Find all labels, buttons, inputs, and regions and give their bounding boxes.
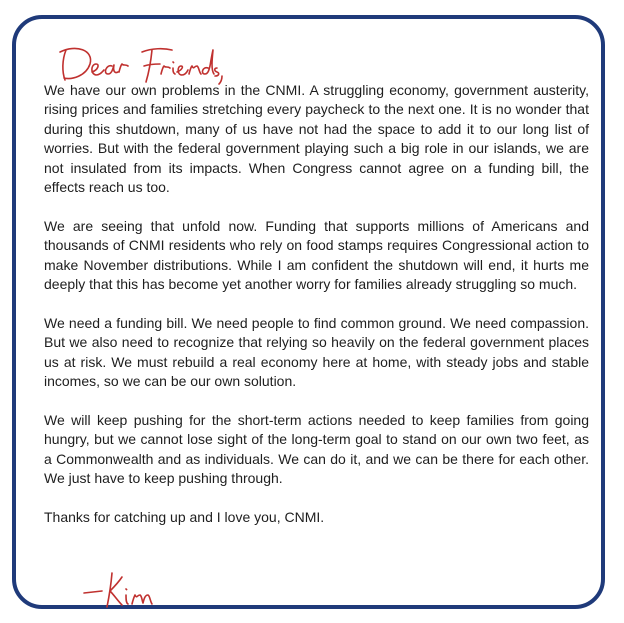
- letter-card: [12, 15, 605, 609]
- paragraph-4: We will keep pushing for the short-term actions needed to keep families from going hungry, but we cannot lose sight of the long-term goal to stand on our own two feet, as a Commonwealth and as individuals. We can do it, and we can be there for each other. We just have to keep pushing through.: [44, 411, 589, 487]
- salutation: [56, 42, 226, 86]
- paragraph-3: We need a funding bill. We need people to find common ground. We need compassion. But we also need to recognize that relying so heavily on the federal government places us at risk. We must rebuild a real economy here at home, with steady jobs and stable incomes, so we can be our own solution.: [44, 314, 589, 390]
- paragraph-1: We have our own problems in the CNMI. A struggling economy, government austerity, rising prices and families stretching every paycheck to the next one. It is no wonder that during this shutdown, many of us have not had the space to add it to our long list of worries. But with the federal government playing such a big role in our islands, we are not insulated from its impacts. When Congress cannot agree on a funding bill, the effects reach us too.: [44, 82, 589, 196]
- signature: [82, 567, 172, 611]
- closing-line: Thanks for catching up and I love you, CNMI.: [44, 508, 325, 525]
- paragraph-2: We are seeing that unfold now. Funding that supports millions of Americans and thousands of CNMI residents who rely on food stamps requires Congressional action to make November distributions. While I am confident the shutdown will end, it hurts me deeply that this has become yet another worry for families already struggling so much.: [44, 217, 589, 293]
- salutation-handwriting: [56, 42, 226, 86]
- signature-handwriting: [82, 567, 172, 611]
- letter-body: [44, 81, 589, 527]
